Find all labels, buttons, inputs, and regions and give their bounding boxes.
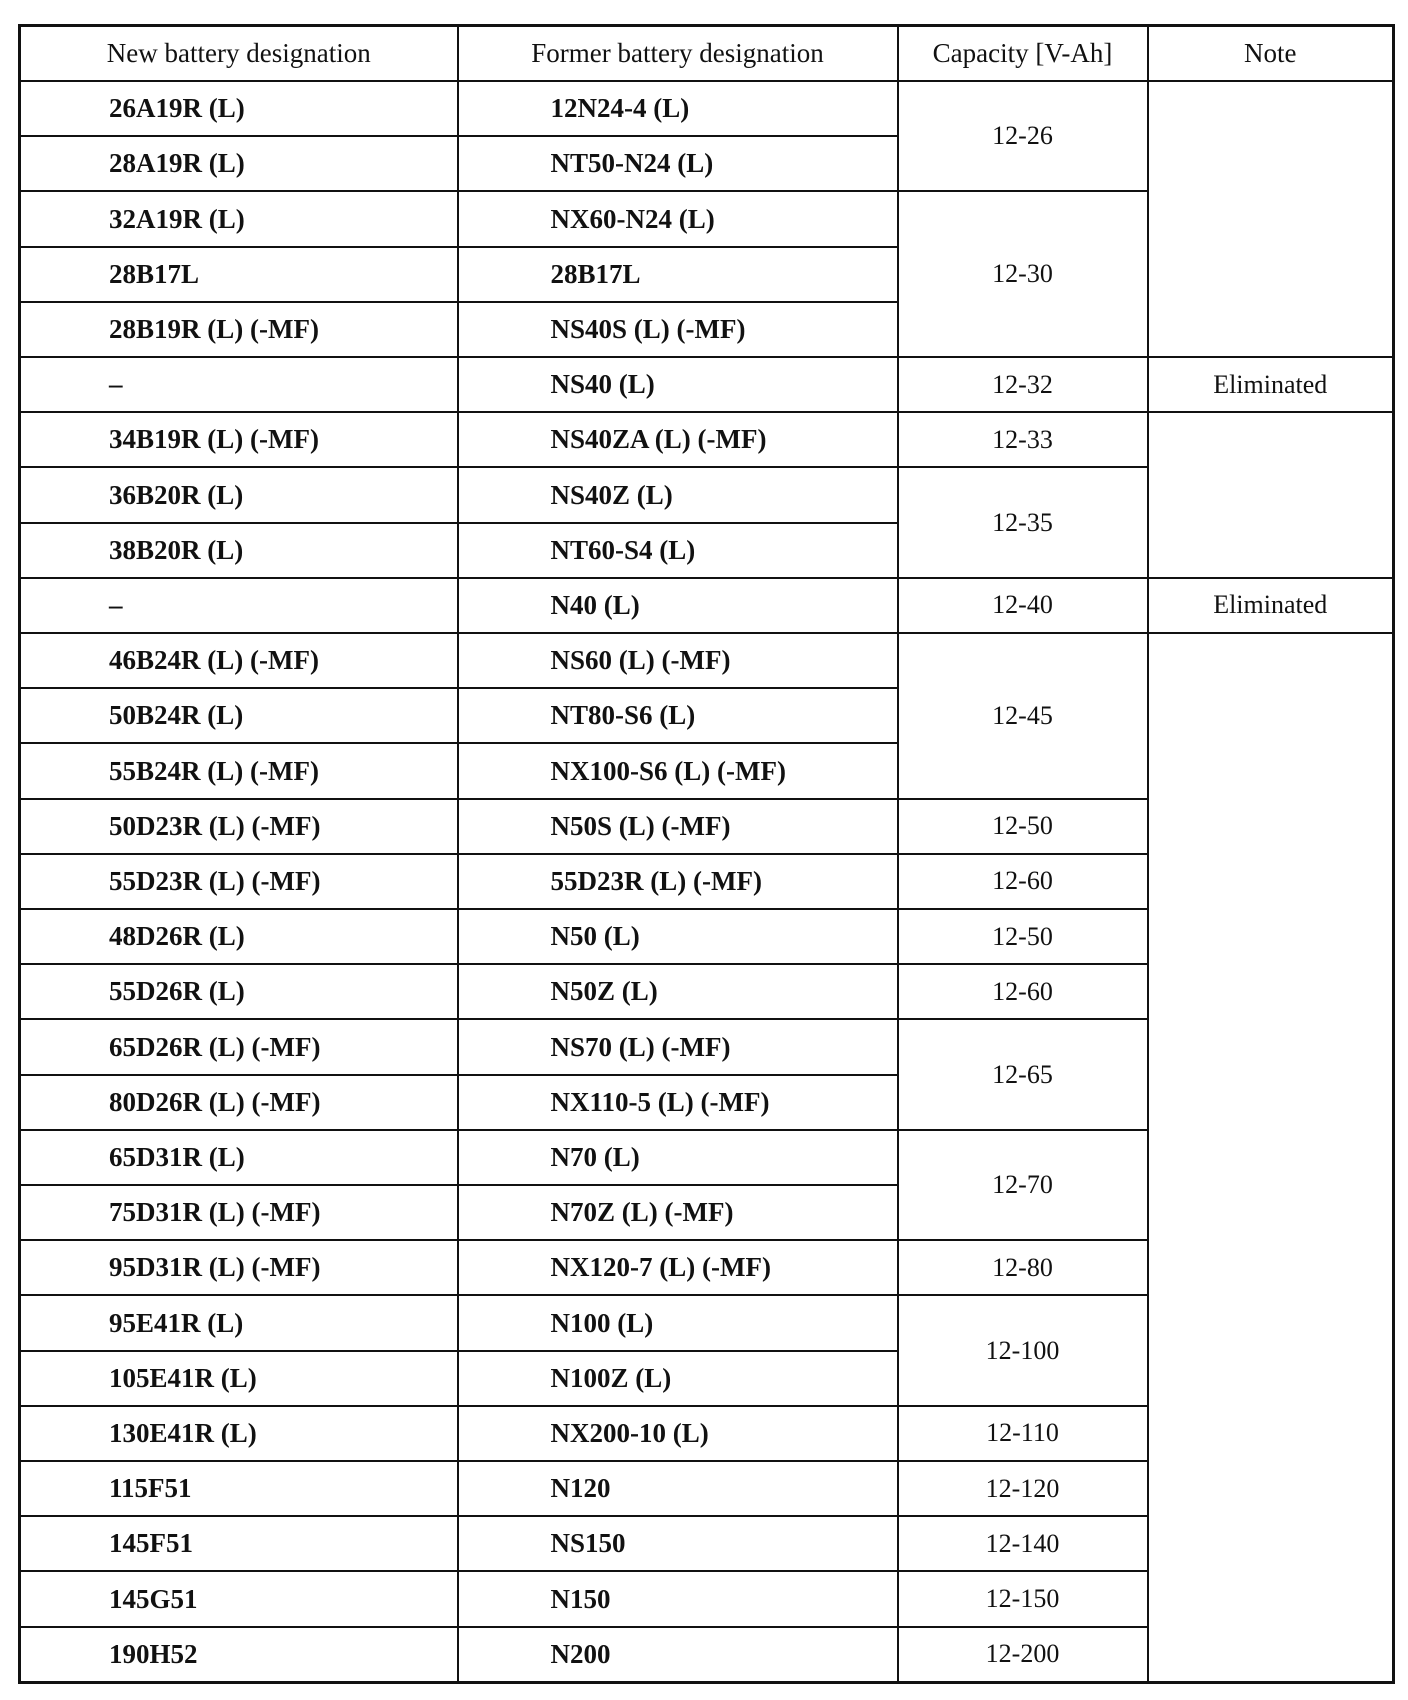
table-row [20,357,1394,412]
new-designation-cell: 55D23R (L) (-MF) [20,854,458,909]
table-row [20,81,1394,136]
former-designation-cell: N200 [458,1627,898,1683]
new-designation-cell: 105E41R (L) [20,1351,458,1406]
new-designation-cell: 46B24R (L) (-MF) [20,633,458,688]
capacity-cell: 12-60 [898,964,1148,1019]
former-designation-cell: NT50-N24 (L) [458,136,898,191]
capacity-cell: 12-70 [898,1130,1148,1240]
former-designation-cell: NS40Z (L) [458,467,898,522]
battery-designation-table [18,24,1395,1684]
former-designation-cell: 12N24-4 (L) [458,81,898,136]
former-designation-cell: N70 (L) [458,1130,898,1185]
capacity-cell: 12-50 [898,909,1148,964]
new-designation-cell: – [20,578,458,633]
former-designation-cell: N100Z (L) [458,1351,898,1406]
former-designation-cell: NX60-N24 (L) [458,191,898,246]
former-designation-cell: N120 [458,1461,898,1516]
former-designation-cell: N50S (L) (-MF) [458,799,898,854]
capacity-cell: 12-35 [898,467,1148,577]
note-cell: Eliminated [1148,357,1394,412]
table-row [20,633,1394,688]
new-designation-cell: 75D31R (L) (-MF) [20,1185,458,1240]
note-cell [1148,81,1394,357]
former-designation-cell: N100 (L) [458,1295,898,1350]
capacity-cell: 12-120 [898,1461,1148,1516]
capacity-cell: 12-32 [898,357,1148,412]
new-designation-cell: 190H52 [20,1627,458,1683]
capacity-cell: 12-50 [898,799,1148,854]
header-capacity: Capacity [V-Ah] [898,26,1148,82]
former-designation-cell: 55D23R (L) (-MF) [458,854,898,909]
former-designation-cell: N40 (L) [458,578,898,633]
capacity-cell: 12-30 [898,191,1148,357]
former-designation-cell: N50 (L) [458,909,898,964]
note-cell [1148,412,1394,578]
former-designation-cell: NS70 (L) (-MF) [458,1019,898,1074]
former-designation-cell: NS40S (L) (-MF) [458,302,898,357]
new-designation-cell: 65D26R (L) (-MF) [20,1019,458,1074]
new-designation-cell: 95D31R (L) (-MF) [20,1240,458,1295]
former-designation-cell: N70Z (L) (-MF) [458,1185,898,1240]
capacity-cell: 12-110 [898,1406,1148,1461]
new-designation-cell: 65D31R (L) [20,1130,458,1185]
former-designation-cell: NX120-7 (L) (-MF) [458,1240,898,1295]
new-designation-cell: 55D26R (L) [20,964,458,1019]
former-designation-cell: N150 [458,1571,898,1626]
note-cell [1148,633,1394,1682]
new-designation-cell: 36B20R (L) [20,467,458,522]
new-designation-cell: 34B19R (L) (-MF) [20,412,458,467]
capacity-cell: 12-140 [898,1516,1148,1571]
former-designation-cell: NT80-S6 (L) [458,688,898,743]
former-designation-cell: NS40ZA (L) (-MF) [458,412,898,467]
header-former-designation: Former battery designation [458,26,898,82]
former-designation-cell: NS60 (L) (-MF) [458,633,898,688]
former-designation-cell: 28B17L [458,247,898,302]
capacity-cell: 12-26 [898,81,1148,191]
new-designation-cell: 55B24R (L) (-MF) [20,743,458,798]
former-designation-cell: NS150 [458,1516,898,1571]
new-designation-cell: 28B19R (L) (-MF) [20,302,458,357]
new-designation-cell: 145G51 [20,1571,458,1626]
capacity-cell: 12-33 [898,412,1148,467]
former-designation-cell: NX100-S6 (L) (-MF) [458,743,898,798]
new-designation-cell: 28B17L [20,247,458,302]
new-designation-cell: – [20,357,458,412]
former-designation-cell: NT60-S4 (L) [458,523,898,578]
table-row [20,578,1394,633]
new-designation-cell: 50D23R (L) (-MF) [20,799,458,854]
capacity-cell: 12-45 [898,633,1148,799]
new-designation-cell: 32A19R (L) [20,191,458,246]
header-new-designation: New battery designation [20,26,458,82]
new-designation-cell: 115F51 [20,1461,458,1516]
former-designation-cell: N50Z (L) [458,964,898,1019]
capacity-cell: 12-65 [898,1019,1148,1129]
new-designation-cell: 48D26R (L) [20,909,458,964]
capacity-cell: 12-100 [898,1295,1148,1405]
new-designation-cell: 130E41R (L) [20,1406,458,1461]
header-note: Note [1148,26,1394,82]
note-cell: Eliminated [1148,578,1394,633]
table-row [20,412,1394,467]
former-designation-cell: NX200-10 (L) [458,1406,898,1461]
capacity-cell: 12-200 [898,1627,1148,1683]
new-designation-cell: 145F51 [20,1516,458,1571]
new-designation-cell: 28A19R (L) [20,136,458,191]
new-designation-cell: 50B24R (L) [20,688,458,743]
capacity-cell: 12-150 [898,1571,1148,1626]
former-designation-cell: NS40 (L) [458,357,898,412]
capacity-cell: 12-80 [898,1240,1148,1295]
former-designation-cell: NX110-5 (L) (-MF) [458,1075,898,1130]
capacity-cell: 12-60 [898,854,1148,909]
new-designation-cell: 80D26R (L) (-MF) [20,1075,458,1130]
new-designation-cell: 95E41R (L) [20,1295,458,1350]
capacity-cell: 12-40 [898,578,1148,633]
header-row [20,26,1394,82]
new-designation-cell: 38B20R (L) [20,523,458,578]
new-designation-cell: 26A19R (L) [20,81,458,136]
